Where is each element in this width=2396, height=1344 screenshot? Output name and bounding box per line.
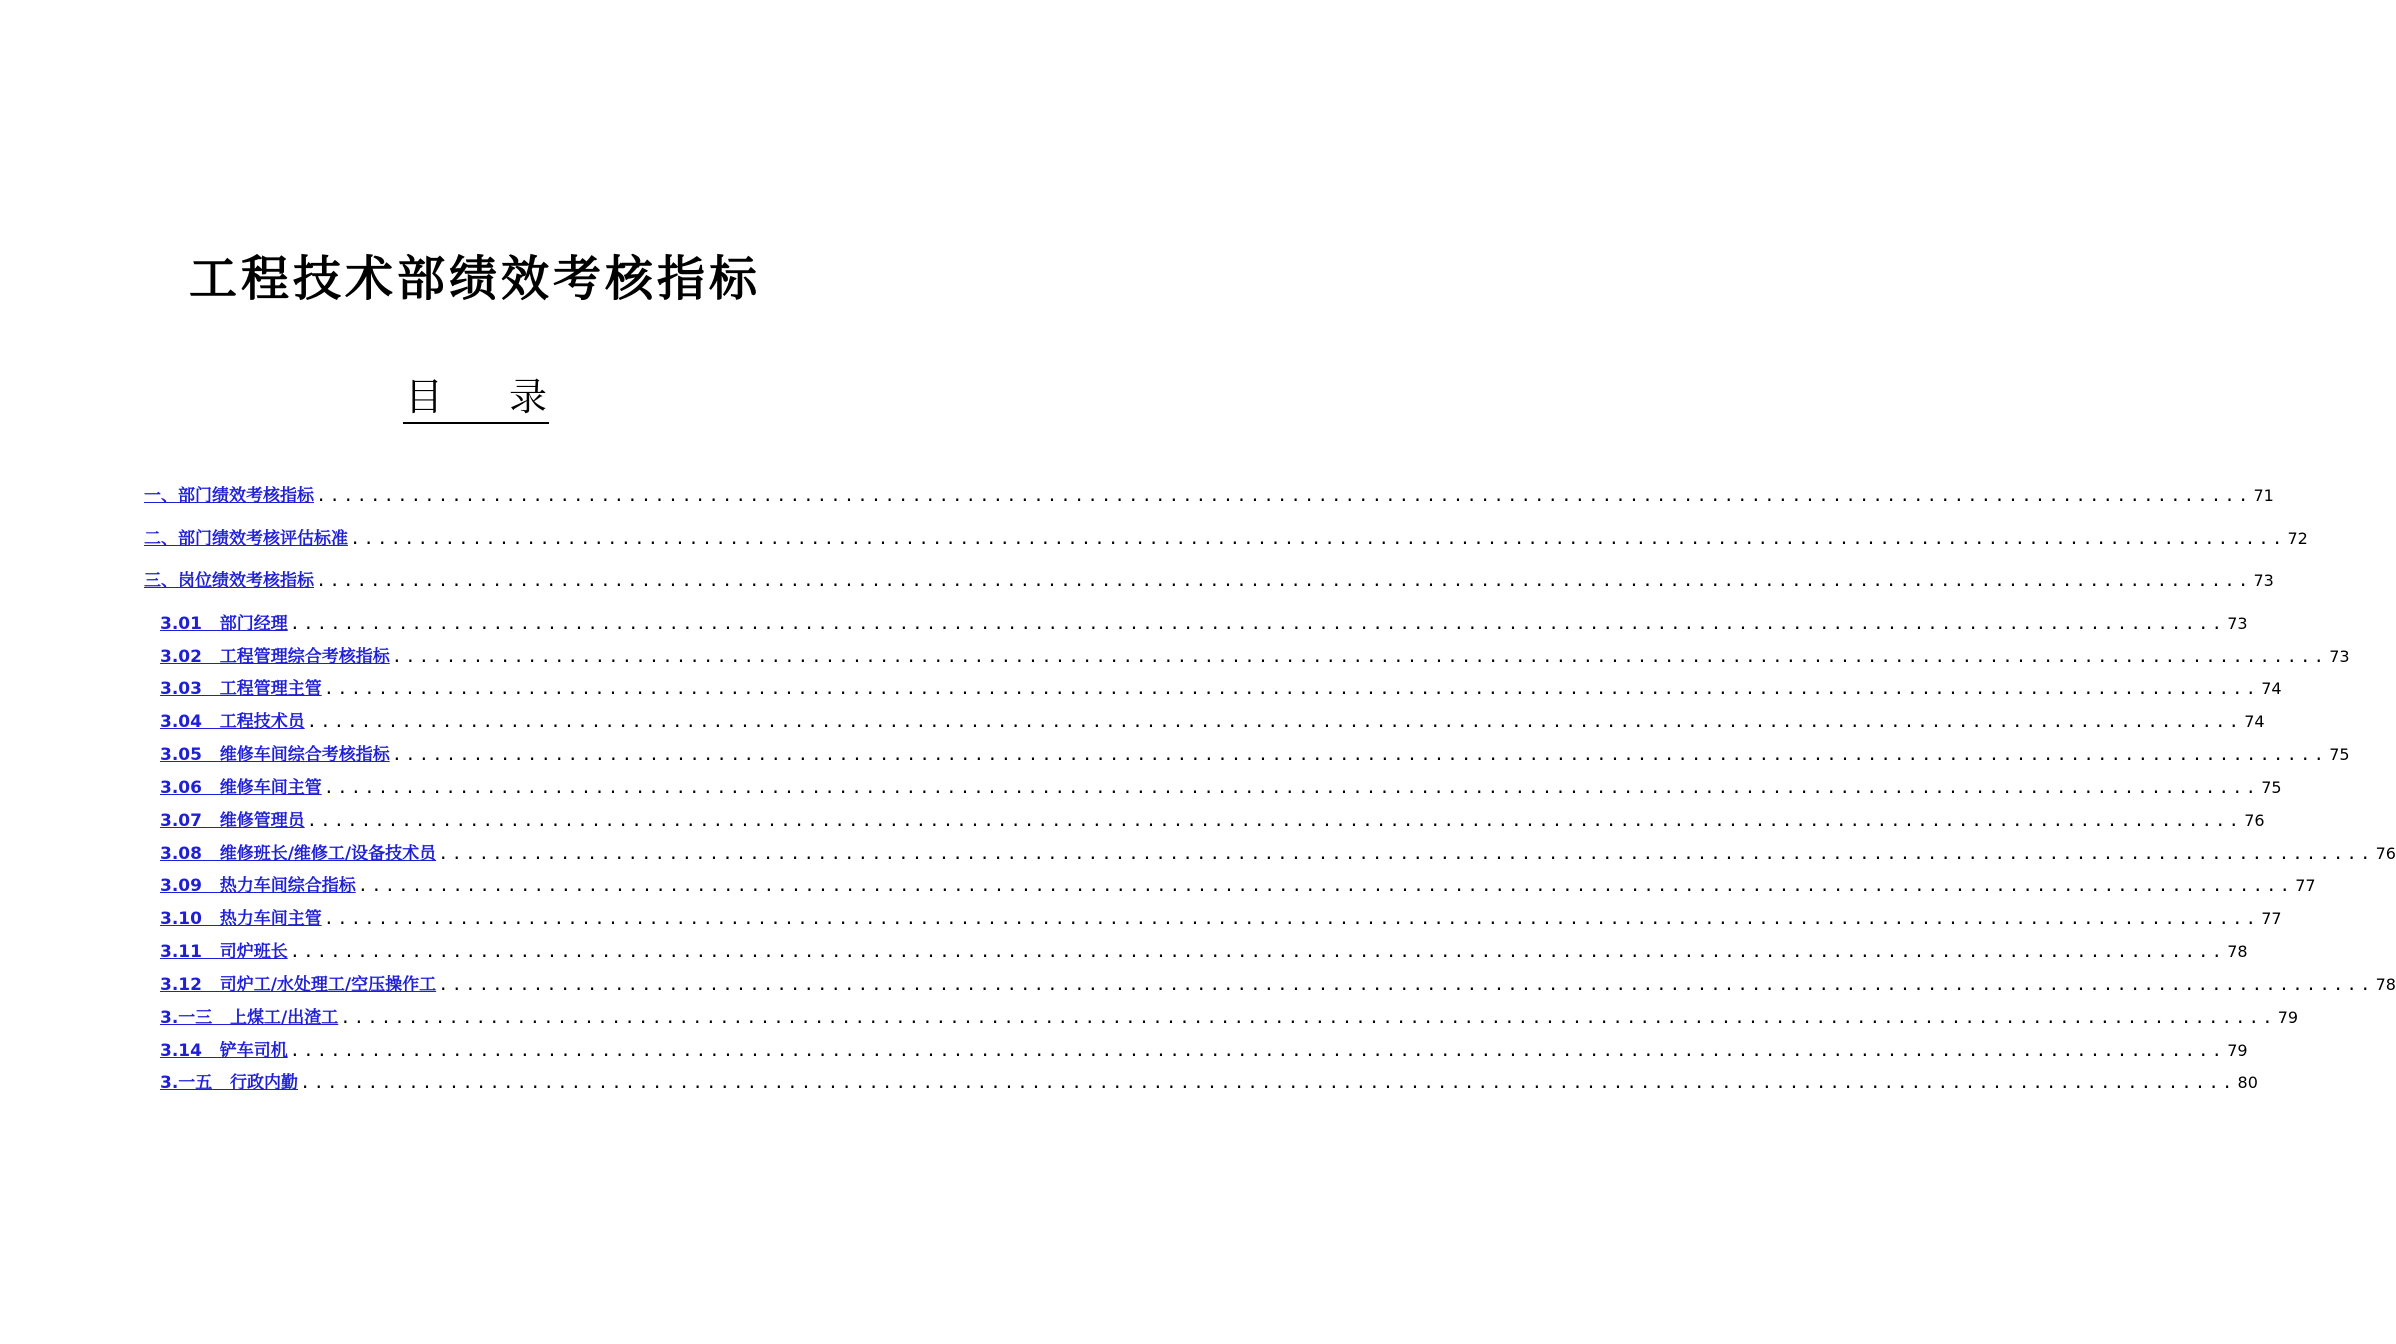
toc-dot-leader: ............................................................................................................................................... — [391, 745, 2328, 765]
toc-dot-leader: ............................................................................................................................................... — [316, 486, 2252, 506]
toc-entry-link[interactable]: 3.14 铲车司机 — [160, 1041, 288, 1061]
toc-entry[interactable] — [160, 1068, 2258, 1094]
document-title: 工程技术部绩效考核指标 — [188, 251, 761, 307]
toc-page-number: 76 — [2244, 811, 2265, 830]
toc-entry[interactable] — [144, 524, 2308, 550]
toc-entry-link[interactable]: 3.11 司炉班长 — [160, 942, 288, 962]
toc-heading-char-1: 目 — [405, 375, 444, 419]
toc-dot-leader: ............................................................................................................................................... — [323, 909, 2260, 929]
toc-page-number: 79 — [2227, 1041, 2248, 1060]
toc-entry[interactable] — [160, 1003, 2299, 1029]
toc-entry-link[interactable]: 3.10 热力车间主管 — [160, 909, 322, 929]
toc-entry[interactable] — [144, 481, 2274, 507]
toc-dot-leader: ............................................................................................................................................... — [316, 571, 2252, 591]
toc-entry-link[interactable]: 二、部门绩效考核评估标准 — [144, 529, 348, 549]
toc-heading-char-2: 录 — [508, 375, 547, 419]
toc-entry-link[interactable]: 一、部门绩效考核指标 — [144, 486, 314, 506]
toc-page-number: 73 — [2253, 571, 2274, 590]
toc-dot-leader: ............................................................................................................................................... — [391, 647, 2328, 667]
toc-page-number: 73 — [2227, 614, 2248, 633]
toc-page-number: 74 — [2261, 679, 2282, 698]
toc-page-number: 76 — [2375, 844, 2396, 863]
toc-entry-link[interactable]: 3.05 维修车间综合考核指标 — [160, 745, 390, 765]
toc-entry[interactable] — [160, 773, 2282, 799]
toc-entry[interactable] — [160, 904, 2282, 930]
toc-dot-leader: ............................................................................................................................................... — [357, 876, 2294, 896]
toc-page-number: 77 — [2261, 909, 2282, 928]
toc-entry[interactable] — [160, 871, 2316, 897]
toc-dot-leader: ............................................................................................................................................... — [350, 529, 2286, 549]
toc-dot-leader: ............................................................................................................................................... — [306, 712, 2243, 732]
toc-entry[interactable] — [160, 740, 2350, 766]
toc-entry[interactable] — [144, 566, 2274, 592]
toc-entry[interactable] — [160, 970, 2396, 996]
toc-entry-link[interactable]: 3.12 司炉工/水处理工/空压操作工 — [160, 975, 437, 995]
toc-dot-leader: ............................................................................................................................................... — [340, 1008, 2276, 1028]
toc-page-number: 77 — [2295, 876, 2316, 895]
toc-dot-leader: ............................................................................................................................................... — [306, 811, 2243, 831]
toc-page-number: 80 — [2237, 1073, 2258, 1092]
toc-page-number: 71 — [2253, 486, 2274, 505]
toc-dot-leader: ............................................................................................................................................... — [438, 844, 2374, 864]
toc-entry[interactable] — [160, 642, 2350, 668]
toc-page-number: 78 — [2375, 975, 2396, 994]
toc-entry[interactable] — [160, 707, 2265, 733]
toc-page-number: 75 — [2329, 745, 2350, 764]
toc-page-number: 78 — [2227, 942, 2248, 961]
toc-entry[interactable] — [160, 839, 2396, 865]
toc-page-number: 74 — [2244, 712, 2265, 731]
toc-entry-link[interactable]: 3.09 热力车间综合指标 — [160, 876, 356, 896]
toc-entry-link[interactable]: 3.04 工程技术员 — [160, 712, 305, 732]
toc-entry[interactable] — [160, 937, 2248, 963]
toc-page-number: 75 — [2261, 778, 2282, 797]
toc-entry[interactable] — [160, 674, 2282, 700]
toc-entry[interactable] — [160, 609, 2248, 635]
toc-dot-leader: ............................................................................................................................................... — [289, 614, 2226, 634]
toc-entry-link[interactable]: 3.06 维修车间主管 — [160, 778, 322, 798]
toc-entry-link[interactable]: 3.02 工程管理综合考核指标 — [160, 647, 390, 667]
toc-entry-link[interactable]: 3.07 维修管理员 — [160, 811, 305, 831]
toc-dot-leader: ............................................................................................................................................... — [289, 1041, 2226, 1061]
toc-entry-link[interactable]: 3.08 维修班长/维修工/设备技术员 — [160, 844, 437, 864]
toc-entry-link[interactable]: 三、岗位绩效考核指标 — [144, 571, 314, 591]
toc-dot-leader: ............................................................................................................................................... — [323, 778, 2260, 798]
toc-dot-leader: ............................................................................................................................................... — [300, 1073, 2236, 1093]
toc-dot-leader: ............................................................................................................................................... — [289, 942, 2226, 962]
toc-dot-leader: ............................................................................................................................................... — [438, 975, 2374, 995]
toc-page-number: 72 — [2287, 529, 2308, 548]
toc-page-number: 73 — [2329, 647, 2350, 666]
toc-entry-link[interactable]: 3.一五 行政内勤 — [160, 1073, 299, 1093]
toc-entry-link[interactable]: 3.01 部门经理 — [160, 614, 288, 634]
toc-entry[interactable] — [160, 1036, 2248, 1062]
toc-entry-link[interactable]: 3.一三 上煤工/出渣工 — [160, 1008, 339, 1028]
toc-entry[interactable] — [160, 806, 2265, 832]
toc-entry-link[interactable]: 3.03 工程管理主管 — [160, 679, 322, 699]
toc-page-number: 79 — [2277, 1008, 2299, 1027]
toc-dot-leader: ............................................................................................................................................... — [323, 679, 2260, 699]
